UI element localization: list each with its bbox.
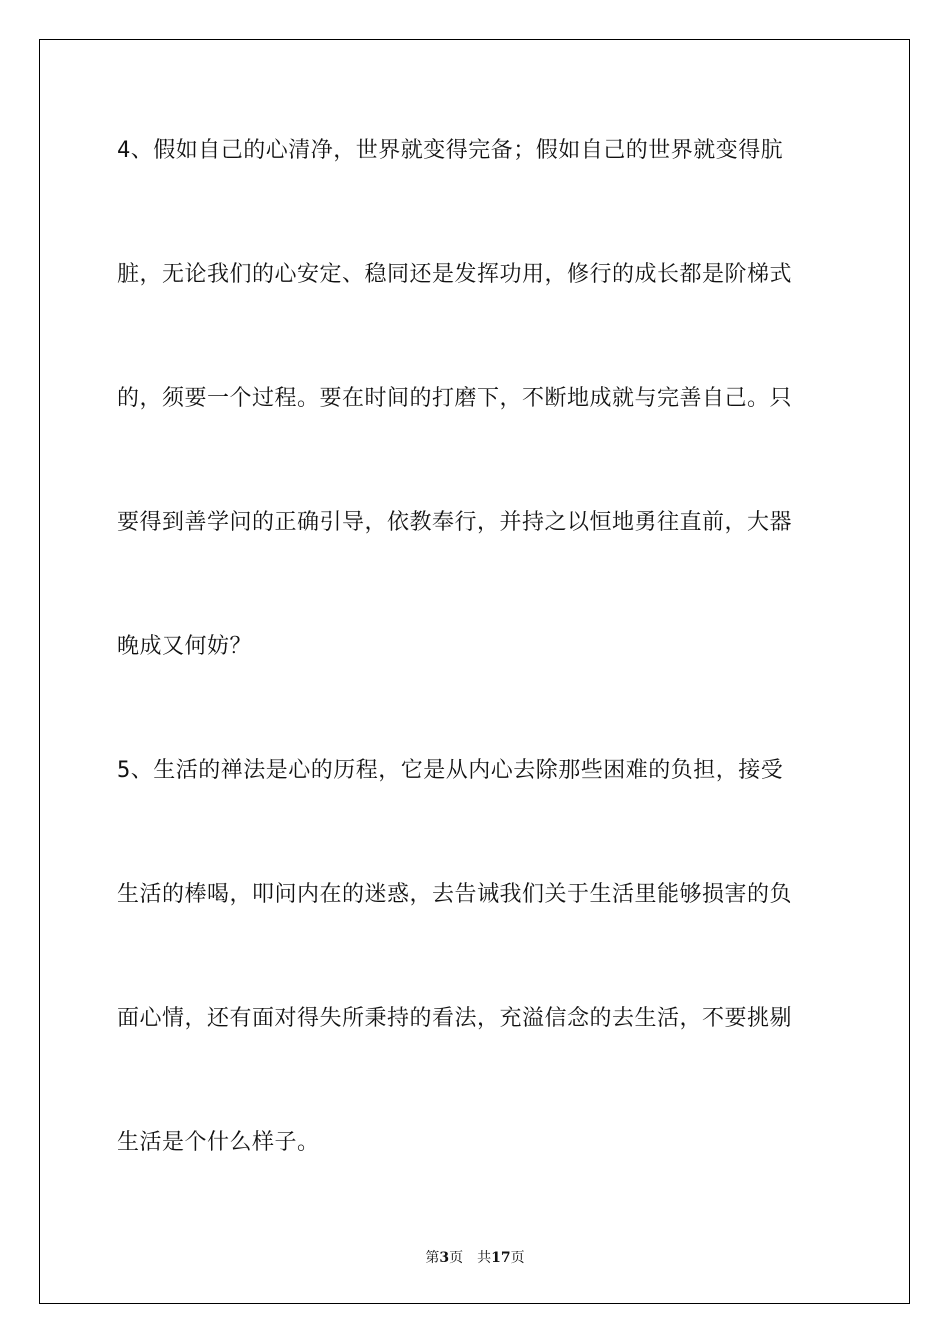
body-text-line: 生活的棒喝，叩问内在的迷惑，去告诫我们关于生活里能够损害的负 xyxy=(117,882,793,907)
page-prefix: 第 xyxy=(425,1250,440,1266)
page-suffix: 页 xyxy=(449,1250,464,1266)
body-text-line: 晚成又何妨？ xyxy=(117,634,253,659)
total-suffix: 页 xyxy=(510,1250,525,1266)
total-pages: 17 xyxy=(491,1250,511,1266)
body-text-line: 脏，无论我们的心安定、稳同还是发挥功用，修行的成长都是阶梯式 xyxy=(117,262,793,287)
page-number: 3 xyxy=(439,1250,450,1266)
body-text-line: 5、生活的禅法是心的历程，它是从内心去除那些困难的负担，接受 xyxy=(117,758,784,783)
body-text-line: 4、假如自己的心清净，世界就变得完备；假如自己的世界就变得肮 xyxy=(117,138,784,163)
body-text-line: 要得到善学问的正确引导，依教奉行，并持之以恒地勇往直前，大器 xyxy=(117,510,793,535)
page-footer xyxy=(0,1247,950,1267)
body-text-line: 生活是个什么样子。 xyxy=(117,1130,320,1155)
page-border xyxy=(39,39,910,1304)
body-text-line: 的，须要一个过程。要在时间的打磨下，不断地成就与完善自己。只 xyxy=(117,386,793,411)
body-text-line: 面心情，还有面对得失所秉持的看法，充溢信念的去生活，不要挑剔 xyxy=(117,1006,793,1031)
total-prefix: 共 xyxy=(477,1250,492,1266)
